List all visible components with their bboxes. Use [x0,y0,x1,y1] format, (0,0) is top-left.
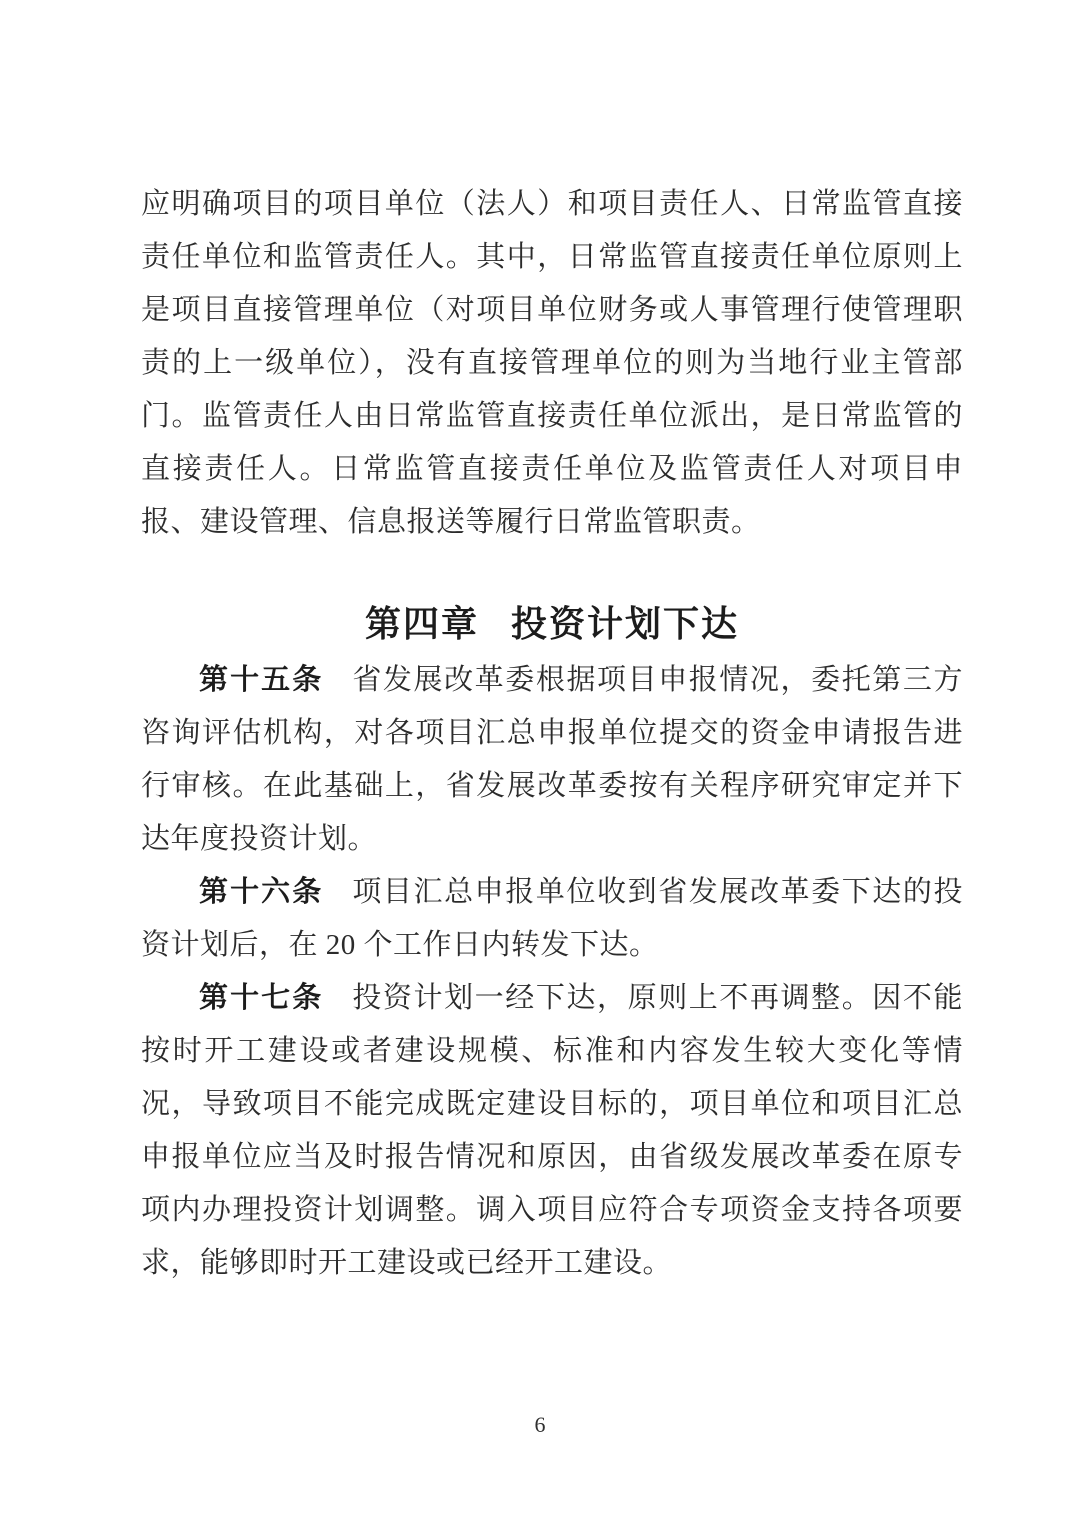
article-17-paragraph [141,972,963,1290]
article-16-paragraph [141,866,963,972]
article-17-label: 第十七条 [199,982,324,1014]
chapter-number: 第四章 [364,603,479,644]
page-number: 6 [534,1412,546,1437]
chapter-title: 投资计划下达 [511,603,740,644]
article-15-text: 省发展改革委根据项目申报情况，委托第三方咨询评估机构，对各项目汇总申报单位提交的资金申请报告进行审核。在此基础上，省发展改革委按有关程序研究审定并下达年度投资计划。 [141,664,963,855]
document-body [141,178,963,1290]
article-15-label: 第十五条 [199,664,324,696]
article-16-text: 项目汇总申报单位收到省发展改革委下达的投资计划后，在 20 个工作日内转发下达。 [141,876,963,961]
chapter-heading [141,597,963,650]
article-16-label: 第十六条 [199,876,324,908]
continuation-paragraph: 应明确项目的项目单位（法人）和项目责任人、日常监管直接责任单位和监管责任人。其中，日常监管直接责任单位原则上是项目直接管理单位（对项目单位财务或人事管理行使管理职责的上一级单位），没有直接管理单位的则为当地行业主管部门。监管责任人由日常监管直接责任单位派出，是日常监管的直接责任人。日常监管直接责任单位及监管责任人对项目申报、建设管理、信息报送等履行日常监管职责。 [141,188,963,538]
article-15-paragraph [141,654,963,866]
article-17-text: 投资计划一经下达，原则上不再调整。因不能按时开工建设或者建设规模、标准和内容发生较大变化等情况，导致项目不能完成既定建设目标的，项目单位和项目汇总申报单位应当及时报告情况和原因，由省级发展改革委在原专项内办理投资计划调整。调入项目应符合专项资金支持各项要求，能够即时开工建设或已经开工建设。 [141,982,963,1279]
